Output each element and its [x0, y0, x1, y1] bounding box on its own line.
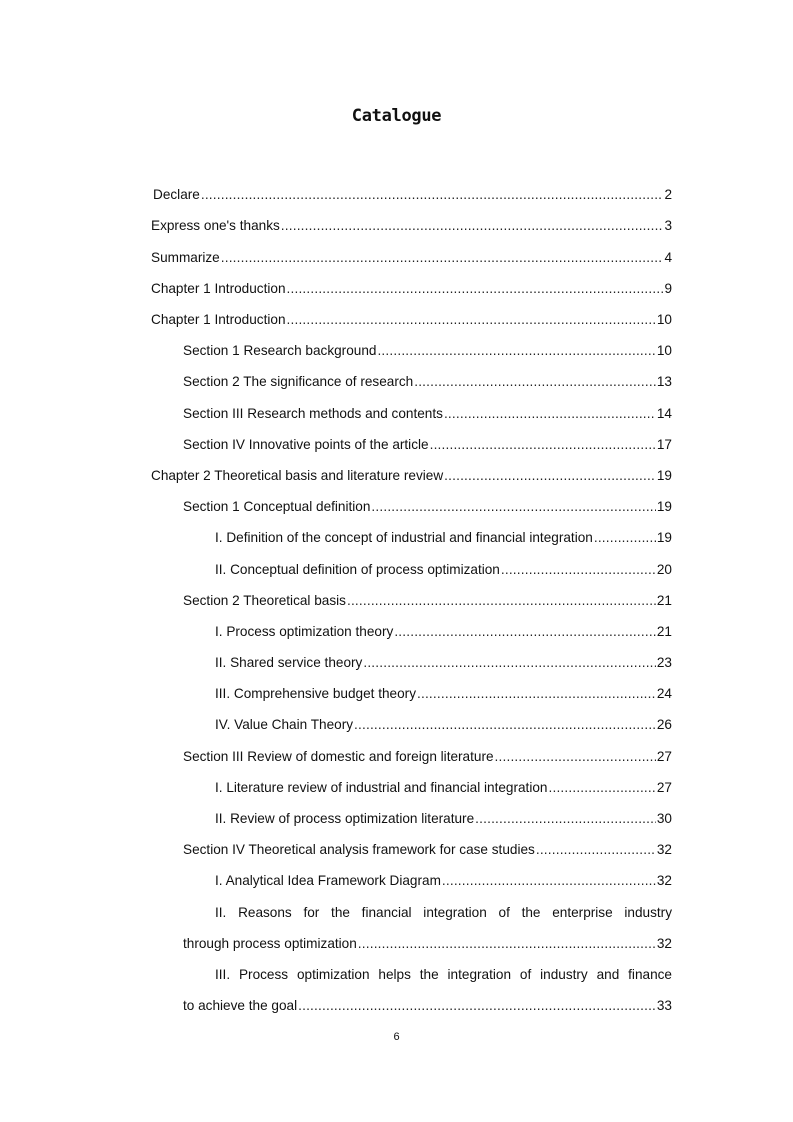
toc-entry-label: Section 1 Conceptual definition: [183, 499, 371, 514]
dot-leader: [475, 809, 656, 829]
toc-entry-label: I. Analytical Idea Framework Diagram: [215, 873, 441, 888]
toc-entry-page: 26: [656, 717, 672, 732]
toc-entry[interactable]: [183, 404, 672, 424]
toc-entry[interactable]: [183, 996, 672, 1016]
toc-entry[interactable]: [215, 809, 672, 829]
toc-entry-label: I. Literature review of industrial and financial integration: [215, 780, 548, 795]
toc-entry-label: III. Comprehensive budget theory: [215, 686, 416, 701]
toc-entry-page: 32: [656, 842, 672, 857]
toc-entry-page: 20: [656, 562, 672, 577]
toc-entry-page: 10: [656, 343, 672, 358]
toc-entry-label: Section IV Innovative points of the article: [183, 437, 429, 452]
toc-entry[interactable]: [151, 248, 672, 268]
toc-entry[interactable]: [183, 934, 672, 954]
toc-entry-label: Section III Review of domestic and foreign literature: [183, 749, 494, 764]
toc-entry-label: Section 2 The significance of research: [183, 374, 414, 389]
dot-leader: [594, 528, 656, 548]
toc-entry[interactable]: [151, 310, 672, 330]
toc-entry-page: 21: [656, 593, 672, 608]
dot-leader: [221, 248, 664, 268]
toc-entry[interactable]: [183, 840, 672, 860]
toc-entry-page: 24: [656, 686, 672, 701]
toc-entry-page: 3: [664, 218, 672, 233]
toc-entry-page: 23: [656, 655, 672, 670]
toc-entry-page: 4: [664, 250, 672, 265]
toc-entry-page: 17: [656, 437, 672, 452]
toc-entry[interactable]: [183, 372, 672, 392]
dot-leader: [548, 778, 655, 798]
dot-leader: [536, 840, 656, 860]
toc-entry-label: II. Shared service theory: [215, 655, 363, 670]
toc-entry-page: 14: [656, 406, 672, 421]
toc-entry-page: 19: [656, 468, 672, 483]
toc-entry-label: Section IV Theoretical analysis framework for case studies: [183, 842, 535, 857]
dot-leader: [430, 435, 656, 455]
toc-entry-label: Chapter 1 Introduction: [151, 281, 286, 296]
dot-leader: [377, 341, 655, 361]
dot-leader: [394, 622, 656, 642]
dot-leader: [287, 279, 664, 299]
dot-leader: [371, 497, 655, 517]
dot-leader: [201, 185, 664, 205]
toc-entry[interactable]: [151, 466, 672, 486]
dot-leader: [281, 216, 664, 236]
toc-entry-wrapped-line[interactable]: II. Reasons for the financial integration of the enterprise industry: [215, 905, 672, 920]
dot-leader: [414, 372, 656, 392]
toc-entry-label: through process optimization: [183, 936, 357, 951]
toc-entry-page: 32: [656, 936, 672, 951]
toc-entry[interactable]: [151, 216, 672, 236]
toc-entry-page: 2: [664, 187, 672, 202]
toc-entry[interactable]: [183, 747, 672, 767]
toc-entry[interactable]: [183, 435, 672, 455]
toc-entry-label: Chapter 2 Theoretical basis and literature review: [151, 468, 444, 483]
dot-leader: [298, 996, 656, 1016]
toc-entry-page: 33: [656, 998, 672, 1013]
toc-entry[interactable]: [153, 185, 672, 205]
dot-leader: [442, 871, 656, 891]
toc-entry-page: 27: [656, 780, 672, 795]
dot-leader: [363, 653, 656, 673]
toc-entry-label: II. Conceptual definition of process optimization: [215, 562, 500, 577]
toc-entry[interactable]: [215, 622, 672, 642]
toc-entry[interactable]: [183, 591, 672, 611]
toc-entry[interactable]: [215, 560, 672, 580]
page-title: Catalogue: [351, 106, 442, 126]
toc-entry-page: 10: [656, 312, 672, 327]
toc-entry-label: Summarize: [151, 250, 220, 265]
toc-entry[interactable]: [215, 871, 672, 891]
toc-entry[interactable]: [151, 279, 672, 299]
toc-entry-label: IV. Value Chain Theory: [215, 717, 354, 732]
dot-leader: [347, 591, 656, 611]
dot-leader: [287, 310, 656, 330]
toc-entry-label: Express one's thanks: [151, 218, 280, 233]
dot-leader: [495, 747, 656, 767]
toc-entry-page: 19: [656, 530, 672, 545]
page-number-footer: 6: [393, 1031, 400, 1043]
toc-entry-page: 27: [656, 749, 672, 764]
toc-entry-wrapped-line[interactable]: III. Process optimization helps the integration of industry and finance: [215, 967, 672, 982]
toc-entry-label: Section III Research methods and contents: [183, 406, 443, 421]
toc-entry-page: 19: [656, 499, 672, 514]
toc-entry-label: to achieve the goal: [183, 998, 298, 1013]
toc-entry-label: I. Definition of the concept of industrial and financial integration: [215, 530, 593, 545]
toc-entry[interactable]: [215, 653, 672, 673]
toc-entry-page: 21: [656, 624, 672, 639]
toc-entry-label: Declare: [153, 187, 200, 202]
toc-entry-label: I. Process optimization theory: [215, 624, 394, 639]
toc-entry[interactable]: [183, 497, 672, 517]
dot-leader: [417, 684, 656, 704]
dot-leader: [444, 466, 656, 486]
toc-entry[interactable]: [215, 528, 672, 548]
toc-entry[interactable]: [215, 778, 672, 798]
toc-entry-page: 30: [656, 811, 672, 826]
toc-entry-label: Chapter 1 Introduction: [151, 312, 286, 327]
dot-leader: [444, 404, 656, 424]
toc-entry[interactable]: [215, 684, 672, 704]
toc-entry-label: Section 2 Theoretical basis: [183, 593, 346, 608]
dot-leader: [354, 715, 656, 735]
dot-leader: [358, 934, 656, 954]
toc-entry-label: II. Review of process optimization literature: [215, 811, 475, 826]
toc-entry[interactable]: [215, 715, 672, 735]
toc-entry-page: 32: [656, 873, 672, 888]
dot-leader: [501, 560, 656, 580]
toc-entry-page: 9: [664, 281, 672, 296]
toc-entry-label: Section 1 Research background: [183, 343, 377, 358]
toc-entry-page: 13: [656, 374, 672, 389]
toc-entry[interactable]: [183, 341, 672, 361]
